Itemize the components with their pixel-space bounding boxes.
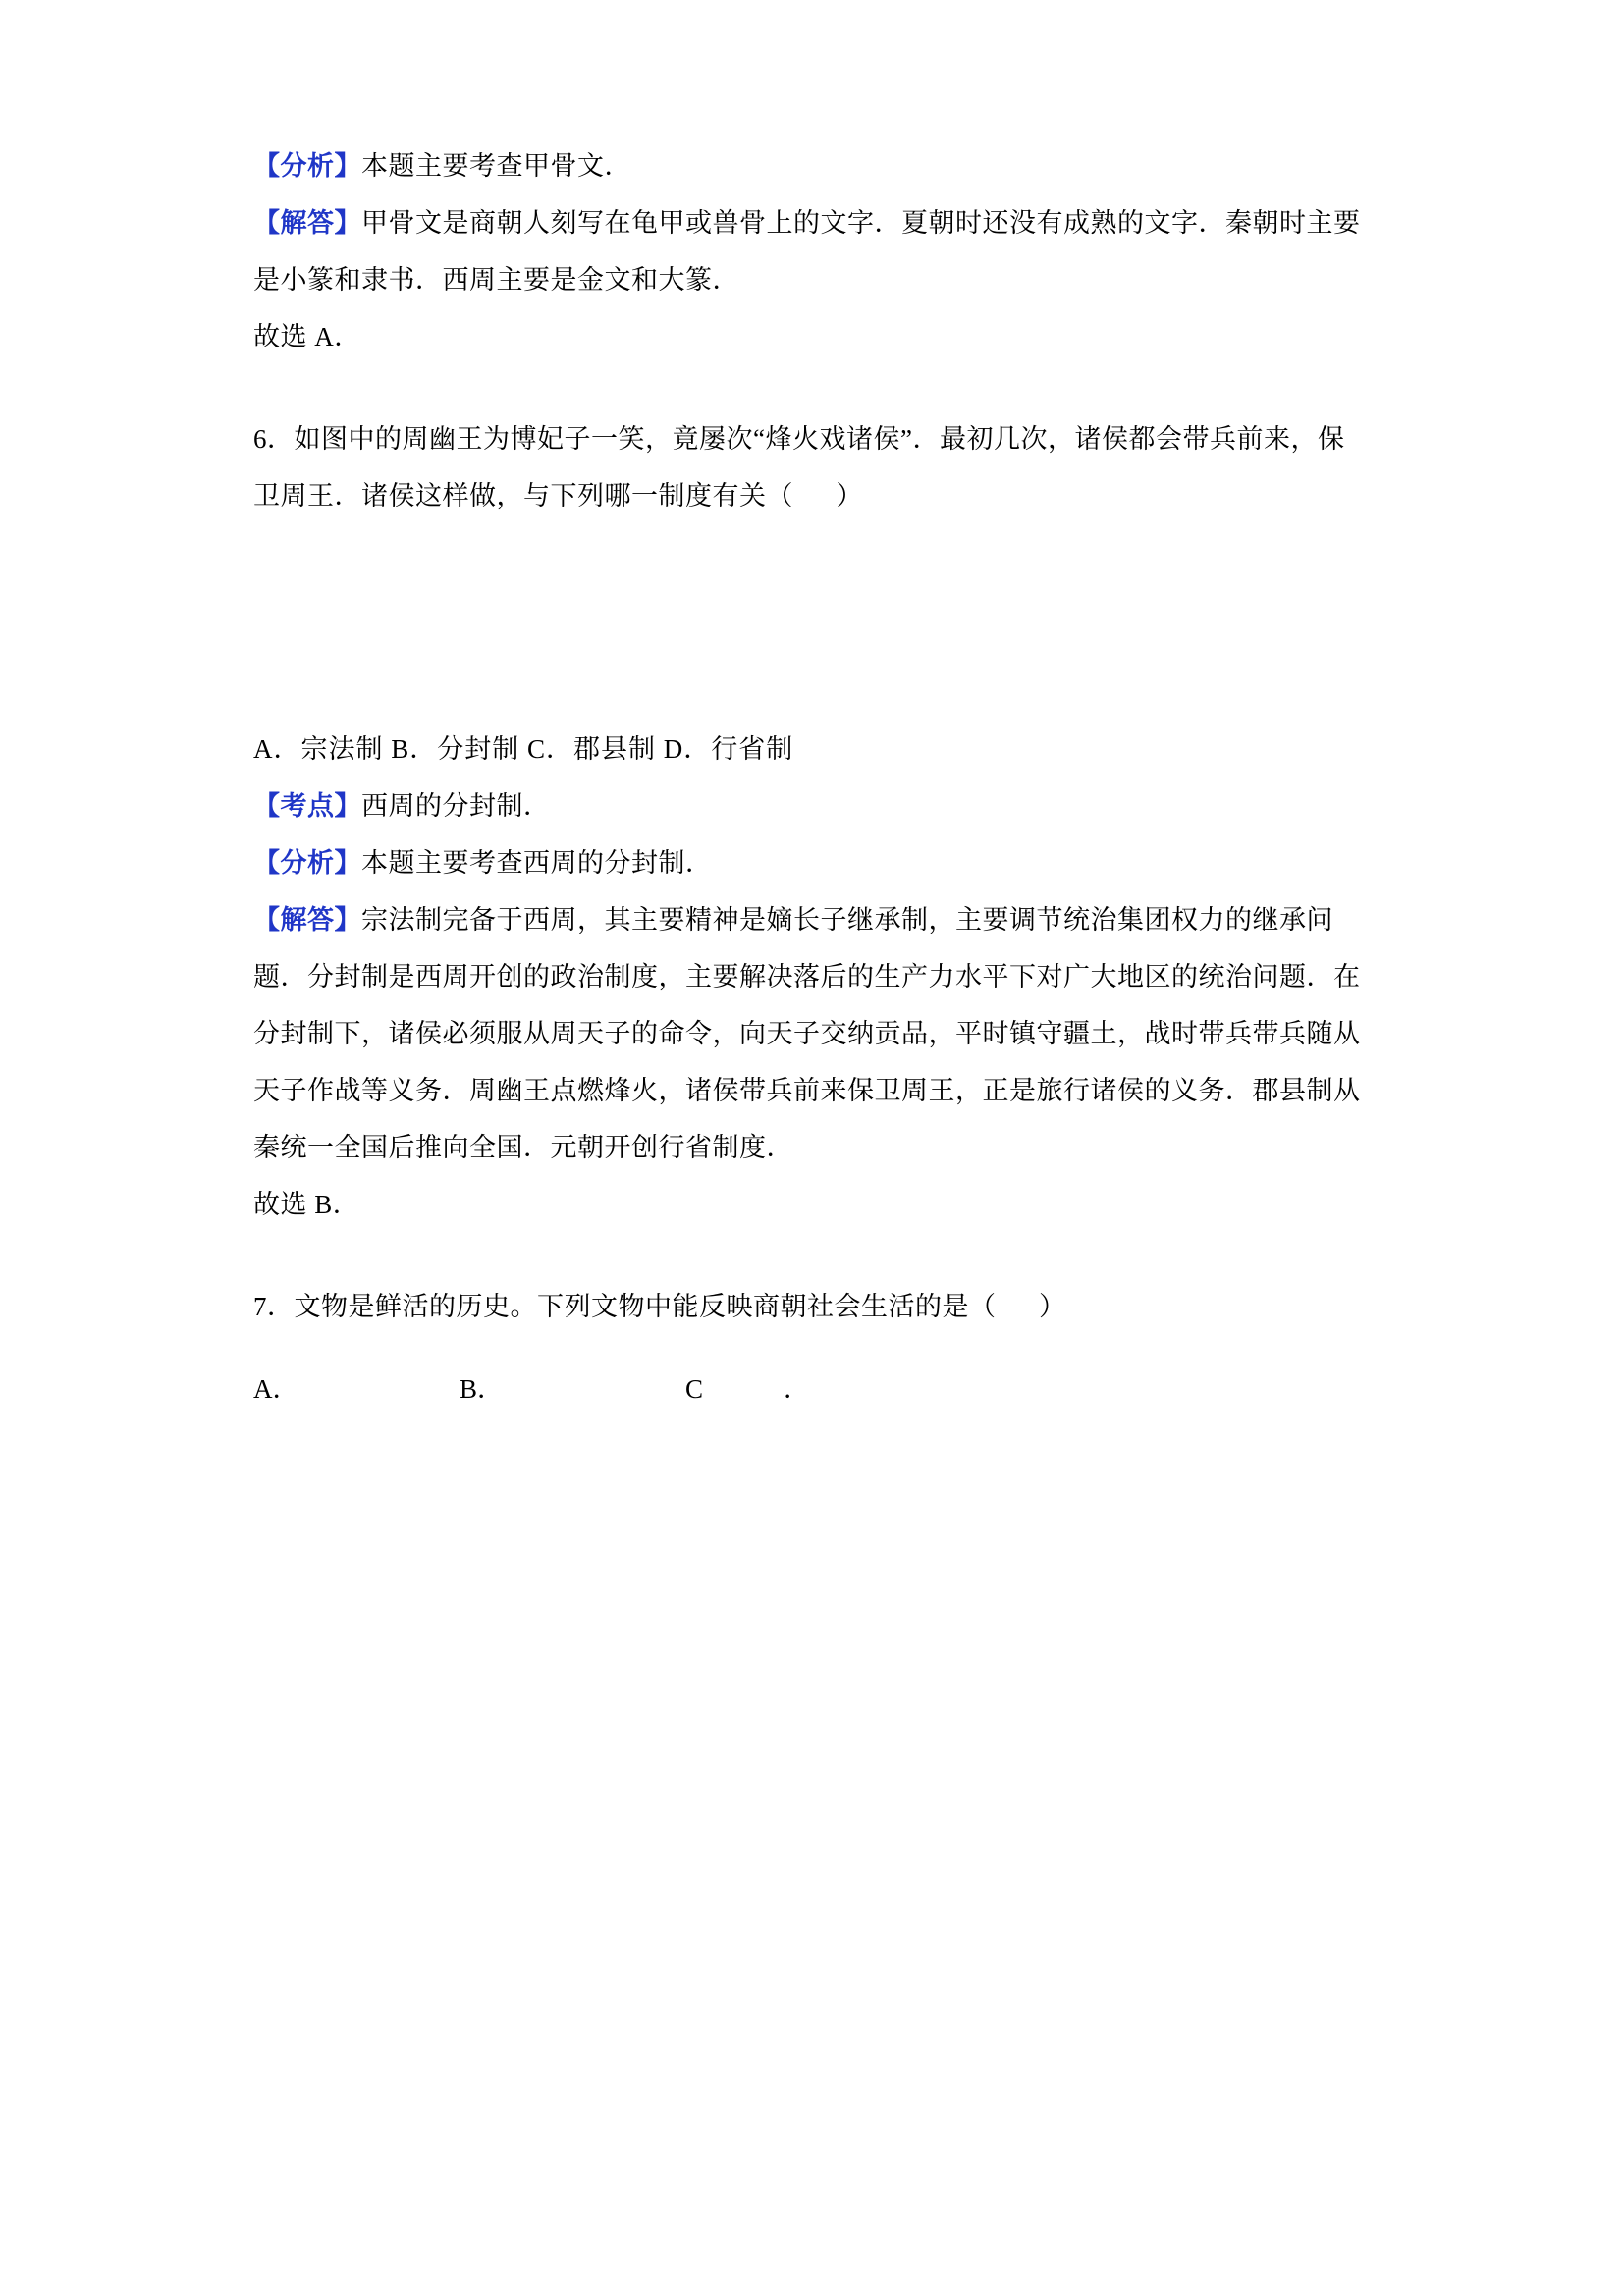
q5-analysis-block xyxy=(253,137,1371,194)
q5-analysis-line xyxy=(253,137,1371,194)
q7-choice-c-period: ． xyxy=(784,1374,810,1404)
kaodian-tag: 【考点】 xyxy=(253,791,361,821)
q7-stem: 7．文物是鲜活的历史。下列文物中能反映商朝社会生活的是（ ） xyxy=(253,1292,1066,1321)
q6-stem: 6．如图中的周幽王为博妃子一笑，竟屡次“烽火戏诸侯”．最初几次，诸侯都会带兵前来，保卫周王．诸侯这样做，与下列哪一制度有关（ ） xyxy=(253,424,1345,510)
q6-jieda-line xyxy=(253,891,1371,1176)
spacer-after-q5 xyxy=(253,365,1371,410)
q6-fenxi-line xyxy=(253,834,1371,891)
q5-answer-line xyxy=(253,194,1371,308)
q6-conclusion: 故选 B． xyxy=(253,1190,360,1219)
fenxi-tag: 【分析】 xyxy=(253,848,361,878)
q7-choice-c-label: C xyxy=(685,1374,704,1404)
q5-answer-block xyxy=(253,194,1371,308)
question-6 xyxy=(253,410,1371,1233)
q6-options: A．宗法制 B．分封制 C．郡县制 D．行省制 xyxy=(253,734,794,764)
jieda-tag: 【解答】 xyxy=(253,905,361,934)
q5-conclusion-text: 故选 A． xyxy=(253,322,361,351)
q7-illustrations xyxy=(253,1417,1371,1643)
analysis-tag: 【分析】 xyxy=(253,151,361,181)
q6-kaodian-text: 西周的分封制． xyxy=(361,791,551,821)
answer-tag: 【解答】 xyxy=(253,208,361,238)
spacer-after-q6 xyxy=(253,1233,1371,1278)
question-7 xyxy=(253,1278,1371,1643)
q6-kaodian-line xyxy=(253,777,1371,834)
spacer-q7-stem xyxy=(253,1335,1371,1361)
q6-fenxi-text: 本题主要考查西周的分封制． xyxy=(361,848,713,878)
q5-answer-text: 甲骨文是商朝人刻写在龟甲或兽骨上的文字．夏朝时还没有成熟的文字．秦朝时主要是小篆和隶书．西周主要是金文和大篆． xyxy=(253,208,1361,294)
q7-choice-b-label: B． xyxy=(460,1374,505,1404)
q6-illustration xyxy=(253,524,1371,721)
q7-choices xyxy=(253,1361,1371,1417)
q5-conclusion-block xyxy=(253,308,1371,365)
q6-jieda-text: 宗法制完备于西周，其主要精神是嫡长子继承制，主要调节统治集团权力的继承问题．分封制是西周开创的政治制度，主要解决落后的生产力水平下对广大地区的统治问题．在分封制下，诸侯必须服从周天子的命令，向天子交纳贡品，平时镇守疆土，战时带兵带兵随从天子作战等义务．周幽王点燃烽火，诸侯带兵前来保卫周王，正是旅行诸侯的义务．郡县制从秦统一全国后推向全国．元朝开创行省制度． xyxy=(253,905,1361,1162)
q7-choice-a-label: A． xyxy=(253,1374,299,1404)
q5-analysis-text: 本题主要考查甲骨文． xyxy=(361,151,631,181)
